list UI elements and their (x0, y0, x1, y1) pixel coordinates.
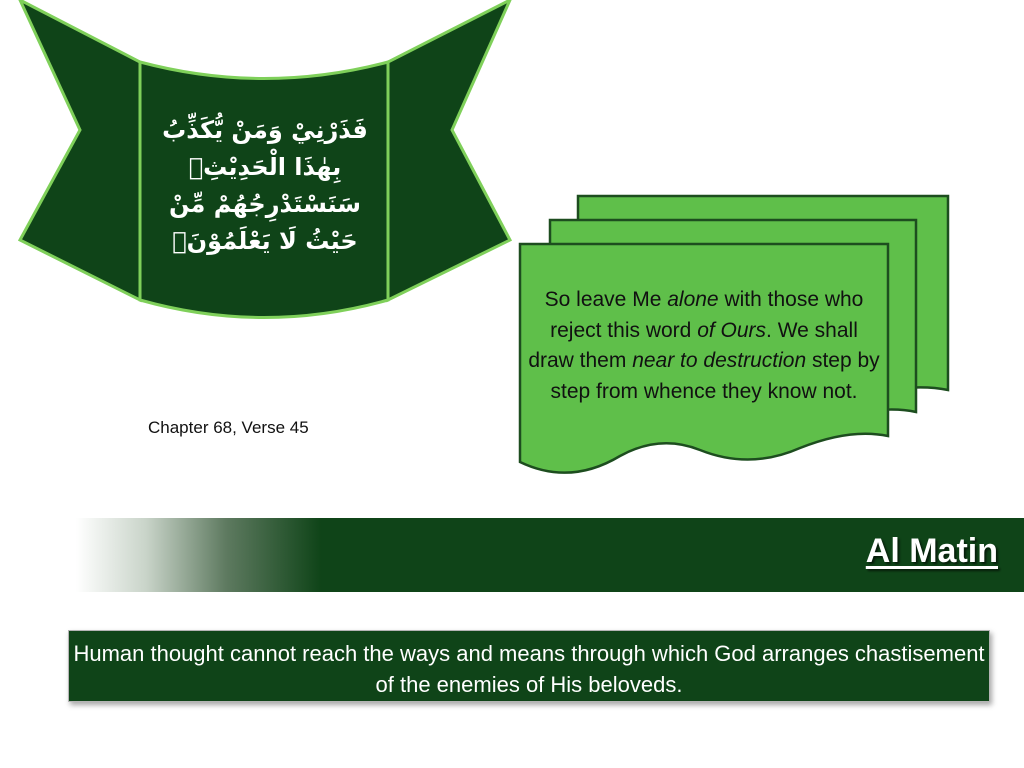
arabic-line-4: حَيْثُ لَا يَعْلَمُوْنَۙ (172, 227, 358, 255)
arabic-line-2: بِهٰذَا الْحَدِيْثِۗ (188, 153, 342, 181)
translation-part: near to destruction (632, 349, 807, 372)
arabic-verse (140, 112, 390, 260)
translation-part: of Ours (697, 318, 767, 342)
translation-part: with those who reject this word (550, 288, 864, 342)
translation-part: So leave Me (544, 288, 668, 311)
banner-left-fold (20, 0, 140, 300)
verse-reference: Chapter 68, Verse 45 (148, 418, 309, 437)
arabic-line-3: سَنَسْتَدْرِجُهُمْ مِّنْ (168, 190, 362, 218)
translation-part: . We shall draw them (528, 318, 858, 372)
statement-text: Human thought cannot reach the ways and means through which God arranges chastisement of the enemies of His beloveds. (73, 641, 985, 697)
banner-right-fold (388, 0, 510, 300)
page-title: Al Matin (865, 532, 998, 570)
translation-text (528, 285, 880, 407)
translation-part: alone (667, 288, 719, 311)
title-bar (76, 518, 1024, 592)
translation-part: step by step from whence they know not. (550, 349, 880, 403)
arabic-line-1: فَذَرْنِيْ وَمَنْ يُّكَذِّبُ (162, 116, 368, 144)
statement-box (68, 630, 990, 702)
